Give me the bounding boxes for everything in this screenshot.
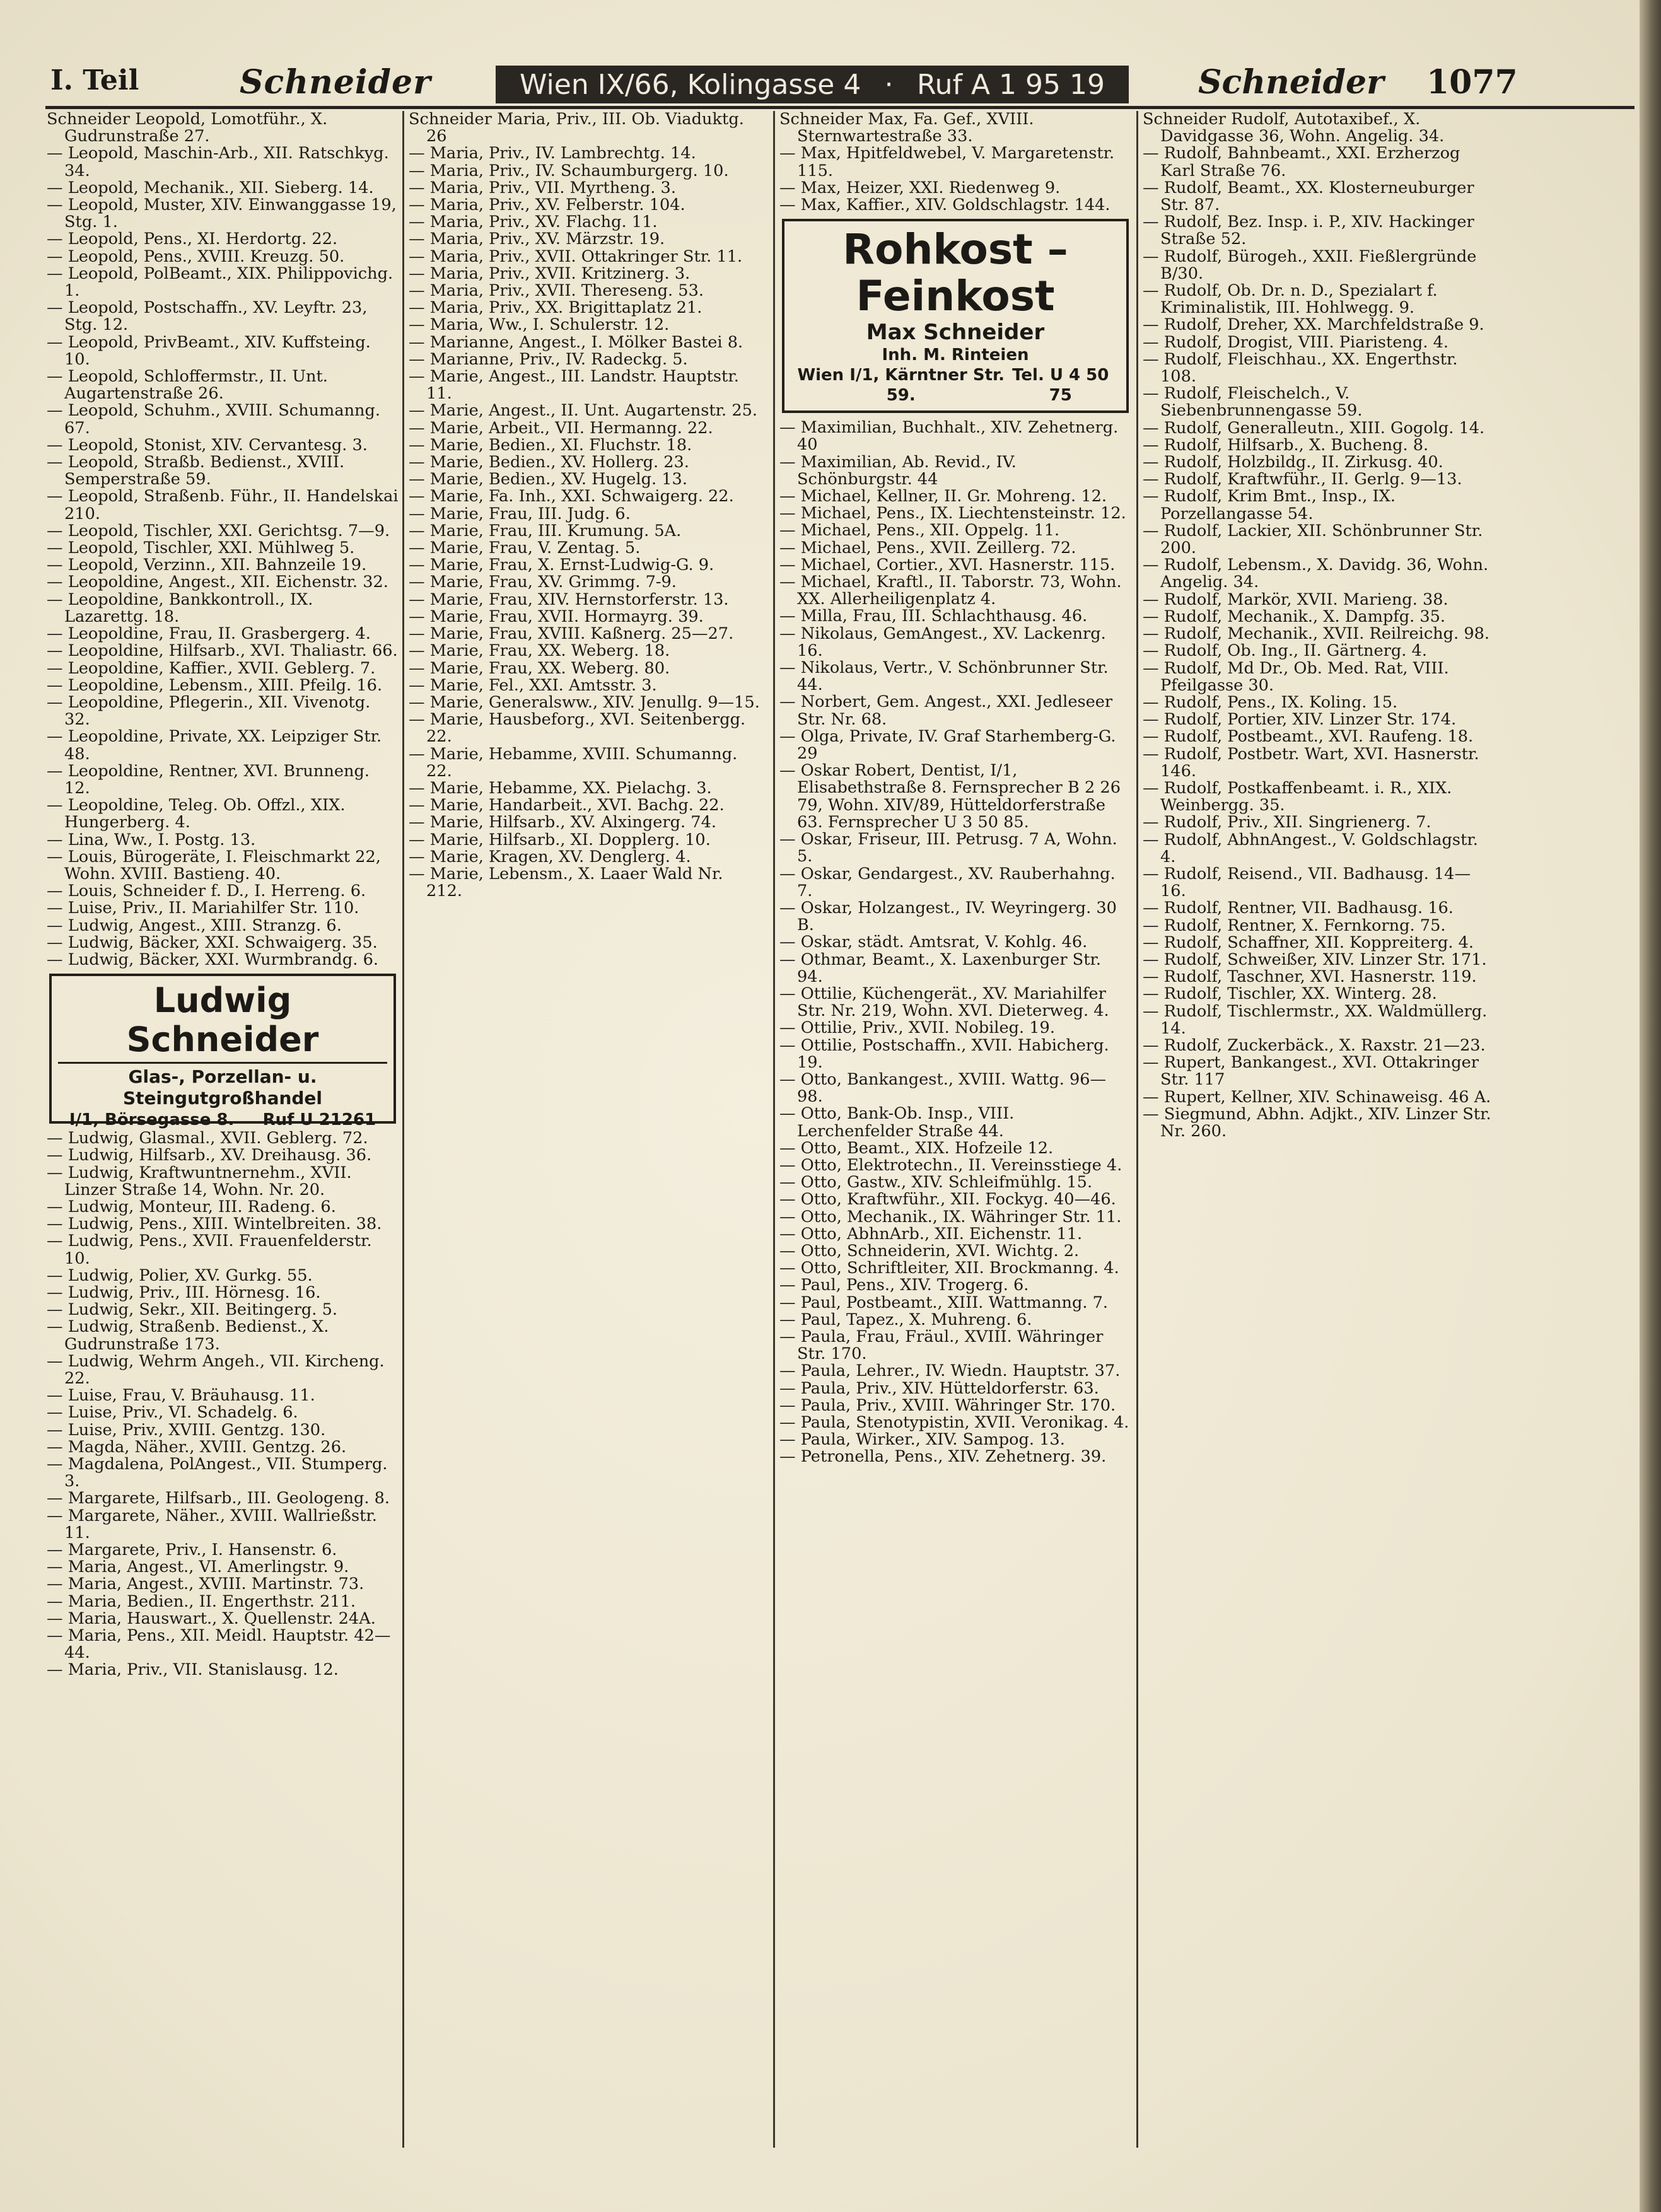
directory-entry: — Leopold, PolBeamt., XIX. Philippovichg. 1.	[47, 264, 393, 301]
advert-title: Rohkost – Feinkost	[842, 225, 1068, 321]
directory-entry: — Otto, Bankangest., XVIII. Wattg. 96—98.	[779, 1069, 1107, 1107]
directory-entry: — Siegmund, Abhn. Adjkt., XIV. Linzer Str. Nr. 260.	[1143, 1104, 1491, 1141]
directory-entry: — Ludwig, Hilfsarb., XV. Dreihausg. 36.	[47, 1146, 372, 1165]
directory-entry: — Leopoldine, Frau, II. Grasbergerg. 4.	[47, 624, 371, 644]
directory-entry: — Marie, Frau, XIV. Hernstorferstr. 13.	[409, 590, 729, 609]
directory-entry: — Marie, Handarbeit., XVI. Bachg. 22.	[409, 796, 725, 815]
directory-entry: — Leopold, Schuhm., XVIII. Schumanng. 67.	[47, 401, 381, 438]
directory-entry: — Leopoldine, Angest., XII. Eichenstr. 32.	[47, 573, 388, 592]
directory-entry: — Maria, Bedien., II. Engerthstr. 211.	[47, 1592, 356, 1611]
directory-entry: — Ludwig, Angest., XIII. Stranzg. 6.	[47, 916, 342, 935]
directory-entry: — Otto, Schriftleiter, XII. Brockmanng. 4.	[779, 1259, 1119, 1278]
directory-entry: — Leopold, Tischler, XXI. Mühlweg 5.	[47, 538, 355, 558]
directory-entry: — Marie, Frau, XVIII. Kaßnerg. 25—27.	[409, 624, 734, 644]
directory-entry: — Ludwig, Glasmal., XVII. Geblerg. 72.	[47, 1129, 368, 1148]
directory-entry: — Maria, Priv., IV. Lambrechtg. 14.	[409, 144, 696, 163]
directory-entry: — Ottilie, Priv., XVII. Nobileg. 19.	[779, 1018, 1055, 1038]
advert-contact	[791, 365, 1120, 405]
directory-entry: — Marie, Angest., III. Landstr. Hauptstr. 11.	[409, 367, 739, 404]
directory-entry: — Marie, Frau, XV. Grimmg. 7-9.	[409, 573, 677, 592]
advert-title: Ludwig Schneider	[126, 981, 319, 1060]
directory-entry: — Marie, Hebamme, XX. Pielachg. 3.	[409, 778, 712, 798]
directory-entry: — Rudolf, Rentner, X. Fernkorng. 75.	[1143, 916, 1446, 935]
directory-entry: — Maria, Priv., XX. Brigittaplatz 21.	[409, 298, 702, 318]
directory-entry: — Leopold, Straßb. Bedienst., XVIII. Semperstraße 59.	[47, 453, 345, 489]
directory-entry: — Rudolf, Pens., IX. Koling. 15.	[1143, 692, 1398, 712]
directory-entry: — Otto, Elektrotechn., II. Vereinsstiege 4.	[779, 1155, 1122, 1175]
directory-entry: — Rudolf, Taschner, XVI. Hasnerstr. 119.	[1143, 967, 1477, 987]
directory-entry: — Paul, Tapez., X. Muhreng. 6.	[779, 1310, 1032, 1329]
directory-entry: — Marie, Frau, XX. Weberg. 80.	[409, 658, 670, 678]
directory-entry: — Ludwig, Kraftwuntnernehm., XVII. Linzer Straße 14, Wohn. Nr. 20.	[47, 1163, 352, 1199]
directory-entry: — Rudolf, Lackier, XII. Schönbrunner Str. 200.	[1143, 521, 1483, 558]
advert-address: Wien I/1, Kärntner Str. 59.	[797, 366, 1005, 405]
directory-entry: — Maria, Angest., XVIII. Martinstr. 73.	[47, 1575, 364, 1594]
directory-entry: — Otto, Kraftwführ., XII. Fockyg. 40—46.	[779, 1190, 1116, 1209]
directory-entry: — Rudolf, Ob. Ing., II. Gärtnerg. 4.	[1143, 641, 1427, 661]
directory-entry: — Rudolf, Markör, XVII. Marieng. 38.	[1143, 590, 1448, 609]
directory-entry: — Maria, Priv., XV. Märzstr. 19.	[409, 230, 665, 249]
directory-entry: — Leopold, Pens., XI. Herdortg. 22.	[47, 230, 338, 249]
directory-entry: — Rudolf, Krim Bmt., Insp., IX. Porzellangasse 54.	[1143, 487, 1396, 523]
directory-entry: — Rudolf, Reisend., VII. Badhausg. 14—16.	[1143, 864, 1471, 901]
directory-entry: — Ludwig, Monteur, III. Radeng. 6.	[47, 1197, 336, 1216]
directory-entry: — Maria, Priv., VII. Stanislausg. 12.	[47, 1660, 339, 1680]
directory-entry: — Marie, Arbeit., VII. Hermanng. 22.	[409, 418, 713, 438]
directory-entry: — Max, Kaffier., XIV. Goldschlagstr. 144.	[779, 195, 1110, 215]
directory-entry: — Leopold, Tischler, XXI. Gerichtsg. 7—9.	[47, 521, 390, 540]
directory-entry: — Rupert, Kellner, XIV. Schinaweisg. 46 A.	[1143, 1087, 1491, 1107]
directory-entry: — Marie, Frau, III. Krumung. 5A.	[409, 521, 682, 540]
advert-contact	[58, 1109, 387, 1131]
directory-entry: — Magdalena, PolAngest., VII. Stumperg. 3.	[47, 1455, 388, 1491]
directory-entry: — Leopoldine, Rentner, XVI. Brunneng. 12.	[47, 761, 370, 798]
directory-entry: — Michael, Pens., IX. Liechtensteinstr. 12.	[779, 504, 1126, 523]
directory-entry: — Rudolf, AbhnAngest., V. Goldschlagstr. 4.	[1143, 830, 1478, 866]
directory-entry: — Ottilie, Postschaffn., XVII. Habicherg. 19.	[779, 1035, 1109, 1072]
page-number: 1077	[1426, 63, 1518, 102]
column-divider	[773, 111, 775, 2148]
advert-rohkost-feinkost	[782, 219, 1129, 413]
directory-entry: — Petronella, Pens., XIV. Zehetnerg. 39.	[779, 1447, 1107, 1467]
directory-entry: — Rudolf, Fleischhau., XX. Engerthstr. 108.	[1143, 349, 1458, 387]
directory-entry: — Rudolf, Beamt., XX. Klosterneuburger Str. 87.	[1143, 178, 1474, 215]
advert-phone: Ruf U 21261	[262, 1110, 376, 1130]
directory-entry: — Marie, Frau, XVII. Hormayrg. 39.	[409, 607, 704, 626]
directory-entry: — Otto, Gastw., XIV. Schleifmühlg. 15.	[779, 1173, 1093, 1192]
banner-separator: ·	[884, 68, 894, 101]
directory-entry: — Max, Hpitfeldwebel, V. Margaretenstr. 115.	[779, 144, 1115, 180]
advert-owner: Inh. M. Rinteien	[882, 346, 1029, 365]
directory-entry: — Rudolf, Kraftwführ., II. Gerlg. 9—13.	[1143, 470, 1462, 489]
directory-entry: — Olga, Private, IV. Graf Starhemberg-G. 29	[779, 726, 1116, 764]
directory-entry: — Oskar, städt. Amtsrat, V. Kohlg. 46.	[779, 933, 1088, 952]
directory-entry: — Marie, Frau, XX. Weberg. 18.	[409, 641, 670, 661]
directory-entry: — Ludwig, Straßenb. Bedienst., X. Gudrunstraße 173.	[47, 1317, 329, 1354]
directory-entry: — Maria, Priv., XV. Flachg. 11.	[409, 212, 658, 232]
directory-entry: — Marie, Hebamme, XVIII. Schumanng. 22.	[409, 744, 738, 781]
directory-entry: — Leopold, Stonist, XIV. Cervantesg. 3.	[47, 435, 368, 455]
directory-entry: — Maria, Priv., XV. Felberstr. 104.	[409, 195, 685, 215]
running-head-right: Schneider	[1198, 63, 1384, 102]
directory-entry: — Marie, Lebensm., X. Laaer Wald Nr. 212.	[409, 864, 723, 901]
directory-entry: — Margarete, Hilfsarb., III. Geologeng. 8.	[47, 1489, 390, 1508]
directory-entry: — Othmar, Beamt., X. Laxenburger Str. 94.	[779, 950, 1102, 986]
directory-entry: Schneider Rudolf, Autotaxibef., X. Davidgasse 36, Wohn. Angelig. 34.	[1143, 111, 1445, 146]
directory-entry: — Rudolf, Priv., XII. Singrienerg. 7.	[1143, 813, 1431, 832]
directory-entry: — Michael, Pens., XII. Oppelg. 11.	[779, 521, 1060, 540]
advert-rule	[58, 1062, 387, 1064]
directory-entry: — Maria, Priv., XVII. Ottakringer Str. 11.	[409, 247, 743, 266]
directory-entry: — Maria, Ww., I. Schulerstr. 12.	[409, 315, 670, 335]
directory-entry: — Marie, Fel., XXI. Amtsstr. 3.	[409, 675, 657, 695]
directory-entry: — Paula, Stenotypistin, XVII. Veronikag. 4.	[779, 1413, 1129, 1432]
directory-entry: — Nikolaus, Vertr., V. Schönbrunner Str. 44.	[779, 658, 1109, 695]
advert-name: Max Schneider	[866, 320, 1045, 346]
directory-entry: — Max, Heizer, XXI. Riedenweg 9.	[779, 178, 1061, 197]
directory-entry: — Maria, Hauswart., X. Quellenstr. 24A.	[47, 1609, 376, 1628]
directory-entry: — Luise, Priv., XVIII. Gentzg. 130.	[47, 1420, 326, 1440]
directory-entry: — Leopold, Maschin-Arb., XII. Ratschkyg. 34.	[47, 144, 389, 180]
directory-entry: — Ludwig, Sekr., XII. Beitingerg. 5.	[47, 1300, 337, 1320]
directory-entry: — Rudolf, Rentner, VII. Badhausg. 16.	[1143, 899, 1454, 918]
directory-entry: — Rudolf, Bahnbeamt., XXI. Erzherzog Karl Straße 76.	[1143, 144, 1460, 180]
directory-entry: — Marie, Hilfsarb., XV. Alxingerg. 74.	[409, 813, 717, 832]
directory-entry: — Marie, Bedien., XV. Hollerg. 23.	[409, 453, 689, 472]
directory-entry: — Marianne, Priv., IV. Radeckg. 5.	[409, 349, 688, 369]
directory-entry: — Marianne, Angest., I. Mölker Bastei 8.	[409, 332, 743, 352]
directory-entry: — Rudolf, Bez. Insp. i. P., XIV. Hackinger Straße 52.	[1143, 212, 1474, 249]
directory-entry: — Ludwig, Pens., XIII. Wintelbreiten. 38.	[47, 1214, 382, 1234]
directory-entry: — Oskar, Holzangest., IV. Weyringerg. 30 B.	[779, 898, 1117, 935]
directory-entry: — Leopoldine, Private, XX. Leipziger Str. 48.	[47, 727, 382, 764]
directory-entry: Schneider Max, Fa. Gef., XVIII. Sternwartestraße 33.	[779, 111, 1034, 146]
directory-entry: — Maria, Angest., VI. Amerlingstr. 9.	[47, 1557, 349, 1577]
column-3	[779, 111, 1131, 2186]
publisher-banner	[496, 66, 1129, 103]
directory-entry: — Oskar Robert, Dentist, I/1, Elisabethstraße 8. Fernsprecher B 2 26 79, Wohn. XIV/89, Hütteldorferstraße 63. Fernsprecher U 3 50 85.	[779, 761, 1121, 832]
directory-entry: — Nikolaus, GemAngest., XV. Lackenrg. 16.	[779, 624, 1106, 660]
directory-entry: — Leopold, Mechanik., XII. Sieberg. 14.	[47, 178, 374, 197]
directory-entry: — Rudolf, Postbeamt., XVI. Raufeng. 18.	[1143, 727, 1474, 747]
directory-entry: — Leopold, PrivBeamt., XIV. Kuffsteing. 10.	[47, 332, 371, 369]
directory-entry: — Rudolf, Lebensm., X. Davidg. 36, Wohn. Angelig. 34.	[1143, 556, 1489, 592]
column-3-entries-top	[779, 111, 1131, 214]
directory-entry: — Ludwig, Wehrm Angeh., VII. Kircheng. 22.	[47, 1351, 385, 1388]
directory-entry: — Marie, Bedien., XI. Fluchstr. 18.	[409, 435, 692, 455]
directory-entry: — Rudolf, Holzbildg., II. Zirkusg. 40.	[1143, 453, 1443, 472]
directory-entry: — Otto, AbhnArb., XII. Eichenstr. 11.	[779, 1224, 1083, 1243]
directory-entry: — Rudolf, Portier, XIV. Linzer Str. 174.	[1143, 710, 1457, 730]
column-4	[1143, 111, 1495, 2186]
directory-entry: — Luise, Priv., II. Mariahilfer Str. 110.	[47, 899, 359, 918]
directory-entry: — Maximilian, Ab. Revid., IV. Schönburgstr. 44	[779, 452, 1017, 489]
header-rule	[45, 106, 1635, 109]
directory-entry: — Paul, Postbeamt., XIII. Wattmanng. 7.	[779, 1293, 1109, 1312]
directory-entry: — Rudolf, Mechanik., XVII. Reilreichg. 98.	[1143, 624, 1490, 644]
directory-entry: — Leopoldine, Pflegerin., XII. Vivenotg. 32.	[47, 692, 371, 730]
column-2	[409, 111, 761, 2186]
directory-entry: — Maria, Priv., XVII. Kritzinerg. 3.	[409, 264, 691, 283]
directory-entry: — Rudolf, Schaffner, XII. Koppreiterg. 4.	[1143, 933, 1474, 952]
directory-entry: — Rudolf, Postkaffenbeamt. i. R., XIX. Weinbergg. 35.	[1143, 778, 1452, 815]
directory-entry: — Rudolf, Schweißer, XIV. Linzer Str. 171.	[1143, 950, 1487, 969]
directory-entry: — Marie, Frau, III. Judg. 6.	[409, 504, 631, 523]
directory-entry: — Michael, Kellner, II. Gr. Mohreng. 12.	[779, 487, 1107, 506]
directory-entry: — Rudolf, Hilfsarb., X. Bucheng. 8.	[1143, 435, 1429, 455]
directory-entry: — Maria, Priv., VII. Myrtheng. 3.	[409, 178, 676, 197]
directory-entry: — Paula, Priv., XIV. Hütteldorferstr. 63.	[779, 1378, 1099, 1398]
directory-entry: Schneider Leopold, Lomotführ., X. Gudrunstraße 27.	[47, 111, 328, 146]
advert-phone: Tel. U 4 50 75	[1012, 366, 1109, 405]
directory-entry: — Margarete, Näher., XVIII. Wallrießstr. 11.	[47, 1506, 377, 1542]
directory-entry: — Leopoldine, Kaffier., XVII. Geblerg. 7.	[47, 658, 376, 678]
directory-entry: — Maria, Priv., XVII. Thereseng. 53.	[409, 281, 704, 301]
directory-entry: — Paula, Wirker., XIV. Sampog. 13.	[779, 1430, 1065, 1450]
directory-entry: — Ludwig, Priv., III. Hörnesg. 16.	[47, 1283, 321, 1302]
directory-entry: Schneider Maria, Priv., III. Ob. Viaduktg. 26	[409, 111, 744, 146]
directory-entry: — Marie, Frau, V. Zentag. 5.	[409, 538, 641, 558]
directory-entry: — Maria, Pens., XII. Meidl. Hauptstr. 42—44.	[47, 1626, 391, 1663]
directory-entry: — Louis, Schneider f. D., I. Herreng. 6.	[47, 882, 366, 901]
directory-entry: — Magda, Näher., XVIII. Gentzg. 26.	[47, 1437, 347, 1457]
directory-entry: — Leopoldine, Bankkontroll., IX. Lazarettg. 18.	[47, 590, 313, 626]
directory-entry: — Rudolf, Generalleutn., XIII. Gogolg. 14.	[1143, 418, 1485, 438]
directory-entry: — Otto, Bank-Ob. Insp., VIII. Lerchenfelder Straße 44.	[779, 1104, 1015, 1141]
directory-entry: — Otto, Mechanik., IX. Währinger Str. 11.	[779, 1207, 1122, 1226]
directory-entry: — Oskar, Friseur, III. Petrusg. 7 A, Wohn. 5.	[779, 830, 1117, 866]
directory-entry: — Rudolf, Mechanik., X. Dampfg. 35.	[1143, 607, 1446, 626]
directory-entry: — Rudolf, Tischler, XX. Winterg. 28.	[1143, 984, 1437, 1004]
directory-entry: — Maria, Priv., IV. Schaumburgerg. 10.	[409, 161, 729, 180]
directory-entry: — Maximilian, Buchhalt., XIV. Zehetnerg. 40	[779, 418, 1119, 455]
directory-entry: — Marie, Frau, X. Ernst-Ludwig-G. 9.	[409, 556, 714, 575]
directory-entry: — Rupert, Bankangest., XVI. Ottakringer Str. 117	[1143, 1053, 1479, 1090]
directory-entry: — Paula, Lehrer., IV. Wiedn. Hauptstr. 37.	[779, 1361, 1121, 1381]
directory-entry: — Marie, Angest., II. Unt. Augartenstr. 25.	[409, 401, 758, 421]
banner-address: Wien IX/66, Kolingasse 4	[520, 68, 861, 101]
advert-ludwig-schneider	[49, 974, 396, 1130]
column-1-entries-bottom	[47, 1130, 399, 1679]
directory-entry: — Louis, Bürogeräte, I. Fleischmarkt 22, Wohn. XVIII. Bastieng. 40.	[47, 847, 381, 883]
directory-entry: — Luise, Priv., VI. Schadelg. 6.	[47, 1403, 298, 1423]
directory-entry: — Luise, Frau, V. Bräuhausg. 11.	[47, 1386, 315, 1406]
directory-entry: — Leopold, Schloffermstr., II. Unt. Augartenstraße 26.	[47, 367, 328, 404]
directory-entry: — Margarete, Priv., I. Hansenstr. 6.	[47, 1540, 337, 1560]
directory-entry: — Paula, Frau, Fräul., XVIII. Währinger Str. 170.	[779, 1327, 1104, 1364]
advert-address: I/1, Börsegasse 8.	[69, 1110, 235, 1130]
directory-entry: — Rudolf, Postbetr. Wart, XVI. Hasnerstr. 146.	[1143, 744, 1479, 781]
directory-entry: — Leopold, Straßenb. Führ., II. Handelskai 210.	[47, 487, 399, 523]
banner-phone: Ruf A 1 95 19	[916, 68, 1105, 101]
directory-entry: — Leopoldine, Hilfsarb., XVI. Thaliastr. 66.	[47, 641, 398, 661]
directory-entry: — Rudolf, Md Dr., Ob. Med. Rat, VIII. Pfeilgasse 30.	[1143, 658, 1449, 695]
directory-entry: — Otto, Beamt., XIX. Hofzeile 12.	[779, 1138, 1054, 1158]
directory-entry: — Lina, Ww., I. Postg. 13.	[47, 830, 256, 849]
directory-entry: — Michael, Cortier., XVI. Hasnerstr. 115.	[779, 555, 1116, 574]
directory-entry: — Michael, Pens., XVII. Zeillerg. 72.	[779, 538, 1076, 557]
directory-entry: — Leopoldine, Lebensm., XIII. Pfeilg. 16.	[47, 675, 383, 695]
directory-entry: — Rudolf, Tischlermstr., XX. Waldmüllerg. 14.	[1143, 1001, 1488, 1038]
directory-entry: — Ludwig, Pens., XVII. Frauenfelderstr. 10.	[47, 1231, 372, 1268]
directory-entry: — Rudolf, Drogist, VIII. Piaristeng. 4.	[1143, 332, 1449, 352]
directory-entry: — Leopold, Pens., XVIII. Kreuzg. 50.	[47, 247, 345, 266]
directory-entry: — Norbert, Gem. Angest., XXI. Jedleseer Str. Nr. 68.	[779, 692, 1113, 729]
directory-entry: — Marie, Generalsww., XIV. Jenullg. 9—15.	[409, 692, 760, 712]
directory-entry: — Rudolf, Zuckerbäck., X. Raxstr. 21—23.	[1143, 1035, 1486, 1055]
directory-entry: — Ottilie, Küchengerät., XV. Mariahilfer Str. Nr. 219, Wohn. XVI. Dieterweg. 4.	[779, 984, 1109, 1021]
directory-entry: — Otto, Schneiderin, XVI. Wichtg. 2.	[779, 1241, 1080, 1260]
section-label: I. Teil	[50, 64, 139, 96]
directory-entry: — Rudolf, Fleischelch., V. Siebenbrunnengasse 59.	[1143, 384, 1363, 421]
directory-entry: — Rudolf, Ob. Dr. n. D., Spezialart f. Kriminalistik, III. Hohlwegg. 9.	[1143, 281, 1438, 318]
directory-entry: — Oskar, Gendargest., XV. Rauberhahng. 7.	[779, 864, 1116, 900]
running-head-left: Schneider	[240, 63, 431, 102]
directory-entry: — Paula, Priv., XVIII. Währinger Str. 170.	[779, 1395, 1116, 1415]
advert-trade: Glas-, Porzellan- u. Steingutgroßhandel	[122, 1066, 323, 1109]
directory-entry: — Ludwig, Bäcker, XXI. Wurmbrandg. 6.	[47, 950, 378, 969]
directory-entry: — Marie, Hausbeforg., XVI. Seitenbergg. 22.	[409, 710, 746, 747]
directory-entry: — Leopoldine, Teleg. Ob. Offzl., XIX. Hungerberg. 4.	[47, 796, 346, 832]
directory-entry: — Paul, Pens., XIV. Trogerg. 6.	[779, 1276, 1029, 1295]
directory-entry: — Rudolf, Bürogeh., XXII. Fießlergründe B/30.	[1143, 247, 1477, 283]
directory-entry: — Ludwig, Polier, XV. Gurkg. 55.	[47, 1266, 313, 1285]
directory-entry: — Rudolf, Dreher, XX. Marchfeldstraße 9.	[1143, 315, 1484, 335]
column-1	[47, 111, 399, 2186]
book-edge	[1640, 0, 1661, 2212]
directory-entry: — Ludwig, Bäcker, XXI. Schwaigerg. 35.	[47, 933, 378, 952]
directory-entry: — Michael, Kraftl., II. Taborstr. 73, Wohn. XX. Allerheiligenplatz 4.	[779, 573, 1122, 609]
directory-entry: — Marie, Fa. Inh., XXI. Schwaigerg. 22.	[409, 487, 734, 506]
directory-entry: — Milla, Frau, III. Schlachthausg. 46.	[779, 607, 1088, 626]
directory-entry: — Marie, Hilfsarb., XI. Dopplerg. 10.	[409, 830, 711, 849]
directory-entry: — Leopold, Verzinn., XII. Bahnzeile 19.	[47, 556, 367, 575]
column-1-entries-top	[47, 111, 399, 969]
directory-entry: — Marie, Kragen, XV. Denglerg. 4.	[409, 847, 691, 866]
column-divider	[1136, 111, 1138, 2148]
directory-entry: — Marie, Bedien., XV. Hugelg. 13.	[409, 470, 687, 489]
directory-entry: — Leopold, Postschaffn., XV. Leyftr. 23, Stg. 12.	[47, 298, 368, 335]
directory-entry: — Leopold, Muster, XIV. Einwanggasse 19, Stg. 1.	[47, 195, 397, 232]
column-divider	[402, 111, 404, 2148]
column-3-entries-bottom	[779, 419, 1131, 1465]
